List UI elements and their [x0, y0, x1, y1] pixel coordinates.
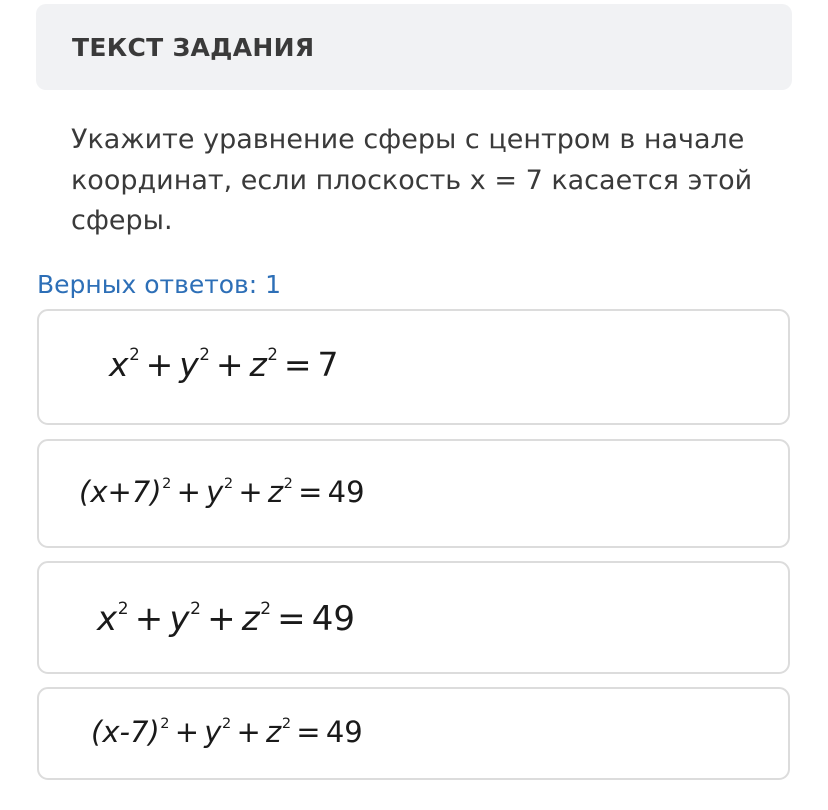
formula-operator: + [134, 599, 164, 639]
formula-operator: + [145, 345, 174, 384]
formula-term: y [206, 475, 224, 509]
formula-rhs: 49 [327, 475, 365, 509]
answer-formula [109, 345, 338, 384]
formula-operator: + [238, 475, 263, 509]
task-header-title: ТЕКСТ ЗАДАНИЯ [72, 32, 315, 62]
answer-option-1[interactable] [37, 309, 790, 425]
formula-exponent: 2 [129, 345, 140, 365]
formula-term: (x+7) [79, 475, 162, 509]
formula-equals: = [277, 599, 306, 639]
formula-exponent: 2 [223, 476, 234, 493]
formula-exponent: 2 [160, 716, 170, 733]
formula-term: z [241, 599, 260, 639]
formula-term: y [204, 715, 222, 749]
formula-exponent: 2 [260, 598, 272, 619]
formula-rhs: 49 [311, 599, 356, 639]
formula-term: (x-7) [91, 715, 160, 749]
formula-term: y [169, 599, 190, 639]
formula-equals: = [283, 345, 312, 384]
formula-exponent: 2 [162, 476, 172, 493]
formula-term: y [179, 345, 199, 384]
answer-formula [97, 599, 355, 639]
answer-option-4[interactable] [37, 687, 790, 780]
formula-term: z [266, 715, 282, 749]
answer-formula [79, 475, 365, 509]
formula-term: z [249, 345, 267, 384]
answer-option-3[interactable] [37, 561, 790, 674]
answer-formula [91, 715, 363, 749]
correct-answers-count: Верных ответов: 1 [37, 270, 282, 299]
formula-exponent: 2 [283, 476, 293, 493]
formula-exponent: 2 [199, 345, 210, 365]
formula-exponent: 2 [222, 716, 232, 733]
formula-exponent: 2 [281, 716, 292, 733]
formula-term: x [109, 345, 129, 384]
formula-operator: + [215, 345, 244, 384]
formula-operator: + [176, 475, 201, 509]
formula-operator: + [236, 715, 261, 749]
formula-exponent: 2 [267, 345, 278, 365]
formula-exponent: 2 [117, 598, 129, 619]
formula-equals: = [296, 715, 321, 749]
formula-operator: + [207, 599, 236, 639]
formula-rhs: 7 [317, 345, 339, 384]
formula-operator: + [174, 715, 200, 749]
task-header [36, 4, 792, 90]
formula-term: z [267, 475, 284, 509]
formula-rhs: 49 [325, 715, 363, 749]
formula-equals: = [298, 475, 323, 509]
formula-exponent: 2 [190, 598, 201, 619]
formula-term: x [97, 599, 118, 639]
question-text: Укажите уравнение сферы с центром в начале координат, если плоскость x = 7 касается этой сферы. [71, 124, 753, 236]
answer-option-2[interactable] [37, 439, 790, 548]
